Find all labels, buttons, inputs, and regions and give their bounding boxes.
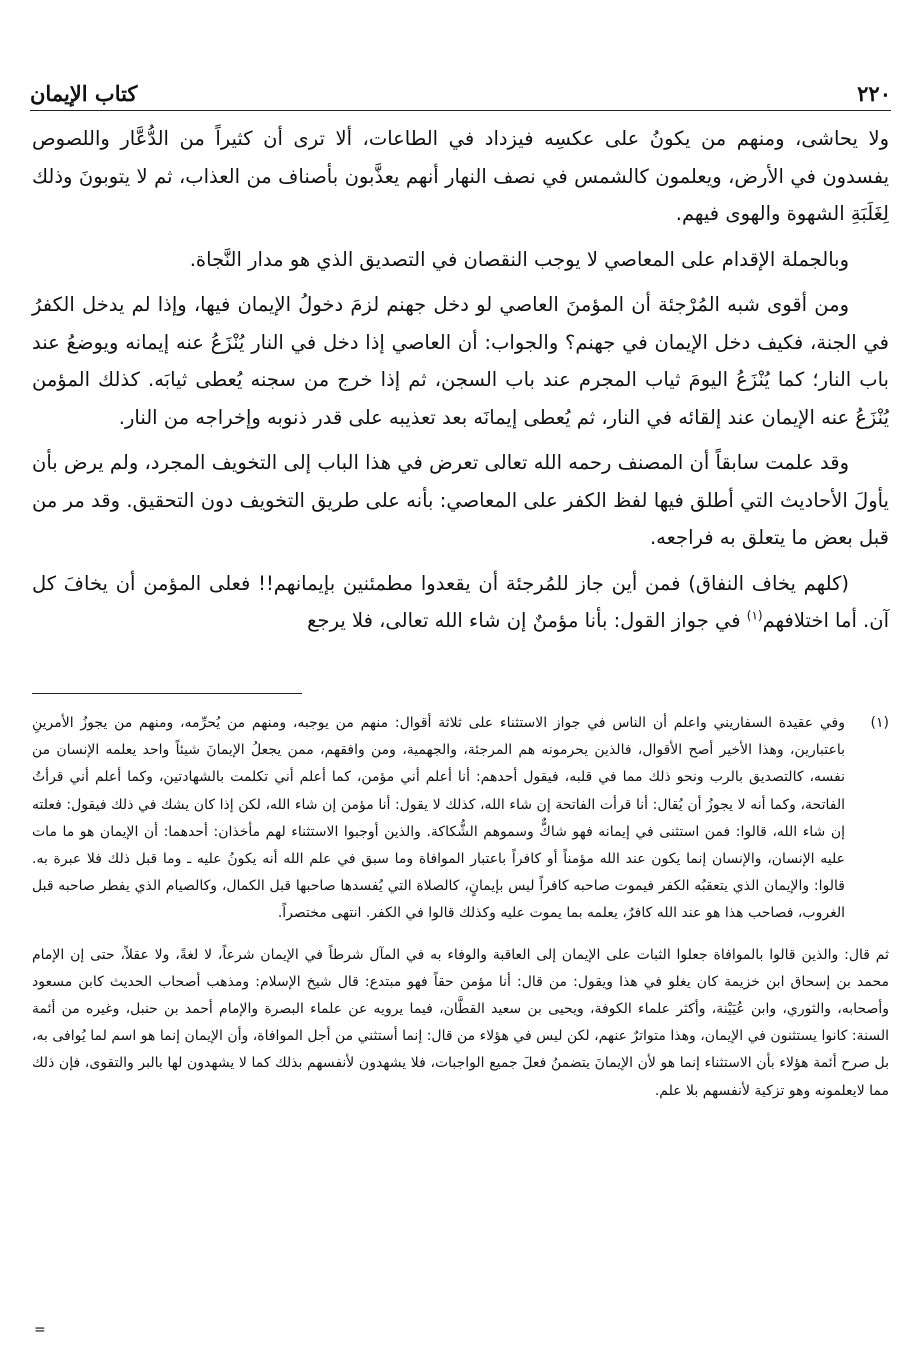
book-title: كتاب الإيمان — [30, 81, 138, 106]
paragraph-5 — [32, 565, 889, 640]
footnote-body — [32, 710, 845, 928]
paragraph-2: وبالجملة الإقدام على المعاصي لا يوجب النقصان في التصديق الذي هو مدار النَّجاة. — [189, 247, 849, 271]
paragraph-5-text-a: (كلهم يخاف النفاق) فمن أين جاز للمُرجئة أن يقعدوا مطمئنين بإيمانهم!! فعلى المؤمن أن يخافَ كل آن. أما اختلافهم — [32, 571, 889, 632]
main-text — [32, 120, 889, 648]
paragraph-5-text-b: في جواز القول: بأنا مؤمنٌ إن شاء الله تعالى، فلا يرجع — [307, 609, 747, 632]
footnote-second-block: ثم قال: والذين قالوا بالموافاة جعلوا الثبات على الإيمان إلى العاقبة والوفاء به في المآل شرطاً في الإيمان شرعاً، لا لغةً، ولا عقلاً، حتى إن الإمام محمد بن إسحاق ابن خزيمة كان يغلو في هذا ويقول: من قال: أنا مؤمن حقاً فهو مبتدع: قال شيخ الإسلام: ومذهب أصحاب الحديث كابن مسعود وأصحابه، والثوري، وابن عُيَيْنة، وأكثر علماء الكوفة، ويحيى بن سعيد القطَّان، فيما يرويه عن علماء البصرة والإمام أحمد بن حنبل، وغيره من أئمة السنة: كانوا يستثنون في الإيمان، وهذا متواترٌ عنهم، لكن ليس في هؤلاء من قال: إنما أستثني من أجل الموافاة، وأن الإيمان إنما هو اسم لما يُوافى به، بل صرح أئمة هؤلاء بأن الاستثناء إنما هو لأن الإيمانَ يتضمنُ فعلَ جميع الواجبات، فلا يشهدون لأنفسهم بذلك كما لا يشهدون لها بالبر والتقوى، فإن ذلك مما لايعلمونه وهو تزكية لأنفسهم بلا علم. — [32, 946, 889, 1099]
paragraph-4: وقد علمت سابقاً أن المصنف رحمه الله تعالى تعرض في هذا الباب إلى التخويف المجرد، ولم يرض بأن يأولَ الأحاديث التي أطلق فيها لفظ الكفر على المعاصي: بأنه على طريق التخويف دون التحقيق. وقد مر من قبل بعض ما يتعلق به فراجعه. — [32, 451, 889, 549]
paragraph-3: ومن أقوى شبه المُرْجئة أن المؤمنَ العاصي لو دخل جهنم لزمَ دخولُ الإيمان فيها، وإذا لم يدخل الكفرُ في الجنة، فكيف دخل الإيمان في جهنم؟ والجواب: أن العاصي إذا دخل في النار يُنْزَعُ عنه إيمانه ويوضعُ عند باب النار؛ كما يُنْزَعُ اليومَ ثياب المجرم عند باب السجن، ثم إذا خرج من سجنه يُعطى ثيابَه. كذلك المؤمن يُنْزَعُ عنه الإيمان عند إلقائه في النار، ثم يُعطى إيمانَه بعد تعذيبه على قدر ذنوبه وإخراجه من النار. — [32, 293, 889, 429]
page-header — [30, 72, 891, 111]
footnote-1 — [32, 710, 889, 928]
footnote-continuation — [32, 942, 889, 1105]
footnote-separator — [32, 693, 302, 694]
footnote-reference[interactable]: (١) — [746, 608, 763, 623]
footnote-first-block: وفي عقيدة السفاريني واعلم أن الناس في جواز الاستثناء على ثلاثة أقوال: منهم من يوجبه، ومنهم من يُحرِّمه، ومنهم من يجوزُ الأمرينِ باعتبارين، وهذا الأخير أصح الأقوال، فالذين يحرمونه هم المرجئة، والجهمية، ومن وافقهم، ممن يجعلُ الإيمانَ شيئاً واحد يعلمه الإنسان من نفسه، كالتصديق بالرب ونحو ذلك مما في قلبه، فيقول أحدهم: أنا أعلم أني مؤمن، كما أعلم أني تكلمت بالشهادتين، وكما أعلم أني قرأتُ الفاتحة، وكما أنه لا يجوزُ أن يُقال: أنا قرأت الفاتحة إن شاء الله، كذلك لا يقول: أنا مؤمن إن شاء الله، لكن إذا كان يشك في ذلك فيقول: فعلته إن شاء الله، قالوا: فمن استثنى في إيمانه فهو شاكٌّ وسموهم الشُّكاكة. والذين أوجبوا الاستثناء لهم مأخذان: أحدهما: أن الإيمان هو ما مات عليه الإنسان، والإنسان إنما يكون عند الله مؤمناً أو كافراً باعتبار الموافاة وما سبق في علم الله أنه يكونُ عليه ـ وما قبل ذلك فلا عبرة به. قالوا: والإيمان الذي يتعقبُه الكفر فيموت صاحبه كافراً ليس بإيمانٍ، كالصلاة التي يُفسدها صاحبها قبل الكمال، وكالصيام الذي يفطر صاحبه قبل الغروب، فصاحب هذا هو عند الله كافرٌ، يعلمه بما يموت عليه وكذلك قالوا في الكفر. انتهى مختصراً. — [32, 715, 845, 922]
page-number: ٢٢٠ — [857, 81, 891, 106]
footnote-number: (١) — [870, 715, 889, 731]
continuation-mark: = — [34, 1322, 46, 1338]
paragraph-1: ولا يحاشى، ومنهم من يكونُ على عكسِه فيزداد في الطاعات، ألا ترى أن كثيراً من الدُّعَّار واللصوص يفسدون في الأرض، ويعلمون كالشمس في نصف النهار أنهم يعذَّبون بأصناف من العذاب، ثم لا يتوبونَ وذلك لِغَلَبَةِ الشهوة والهوى فيهم. — [32, 127, 889, 225]
footnotes-section — [32, 710, 889, 1105]
